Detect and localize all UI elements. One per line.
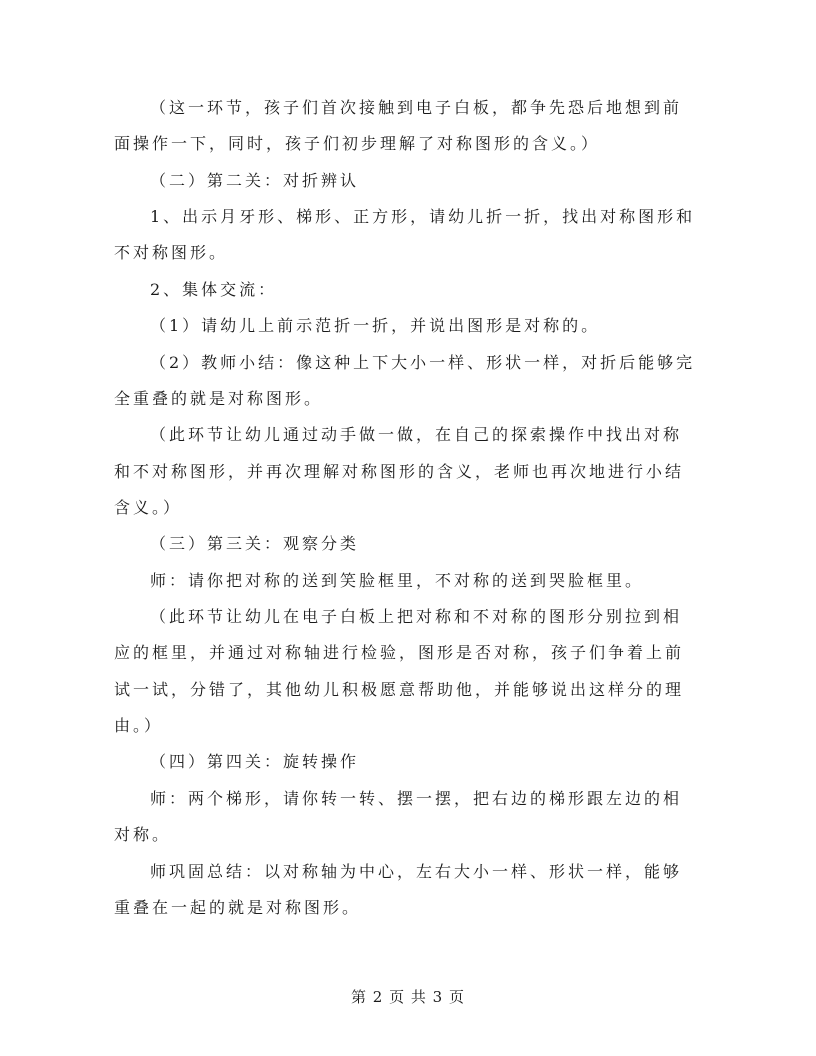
text-line: 1、出示月牙形、梯形、正方形，请幼儿折一折，找出对称图形和 [150,207,696,227]
text-line: 由。） [114,716,164,736]
text-line: 重叠在一起的就是对称图形。 [114,897,362,917]
text-line: 不对称图形。 [114,243,229,263]
paragraph-step-1 [114,199,714,272]
section-heading-level-3 [114,526,714,562]
document-body [114,90,714,926]
text-line: （这一环节，孩子们首次接触到电子白板，都争先恐后地想到前 [150,98,683,117]
text-line: 师：请你把对称的送到笑脸框里，不对称的送到哭脸框里。 [150,570,645,590]
text-line: 师：两个梯形，请你转一转、摆一摆，把右边的梯形跟左边的相 [150,788,683,808]
paragraph-reflection-1 [114,90,714,163]
text-line: 面操作一下，同时，孩子们初步理解了对称图形的含义。） [114,134,601,154]
text-line: （2）教师小结：像这种上下大小一样、形状一样，对折后能够完 [150,352,696,372]
paragraph-reflection-2 [114,417,714,526]
paragraph-teacher-instruction-2 [114,781,714,854]
heading-line: （二）第二关：对折辨认 [150,170,360,190]
text-line: （此环节让幼儿通过动手做一做，在自己的探索操作中找出对称 [150,425,683,445]
paragraph-substep-2 [114,345,714,418]
paragraph-reflection-3 [114,599,714,744]
paragraph-substep-1 [114,308,714,344]
paragraph-step-2 [114,272,714,308]
text-line: （1）请幼儿上前示范折一折，并说出图形是对称的。 [150,316,601,336]
heading-line: （四）第四关：旋转操作 [150,752,360,772]
text-line: 对称。 [114,825,172,845]
page-number-footer: 第 2 页 共 3 页 [351,988,465,1006]
text-line: 含义。） [114,497,183,517]
text-line: 和不对称图形，并再次理解对称图形的含义，老师也再次地进行小结 [114,461,685,481]
text-line: 应的框里，并通过对称轴进行检验，图形是否对称，孩子们争着上前 [114,643,685,663]
text-line: 试一试，分错了，其他幼儿积极愿意帮助他，并能够说出这样分的理 [114,679,685,699]
paragraph-summary [114,854,714,927]
section-heading-level-4 [114,744,714,780]
text-line: 全重叠的就是对称图形。 [114,388,324,408]
text-line: （此环节让幼儿在电子白板上把对称和不对称的图形分别拉到相 [150,607,683,627]
section-heading-level-2 [114,163,714,199]
text-line: 师巩固总结：以对称轴为中心，左右大小一样、形状一样，能够 [150,861,683,881]
text-line: 2、集体交流： [150,279,278,299]
paragraph-teacher-instruction-1 [114,563,714,599]
heading-line: （三）第三关：观察分类 [150,534,360,554]
